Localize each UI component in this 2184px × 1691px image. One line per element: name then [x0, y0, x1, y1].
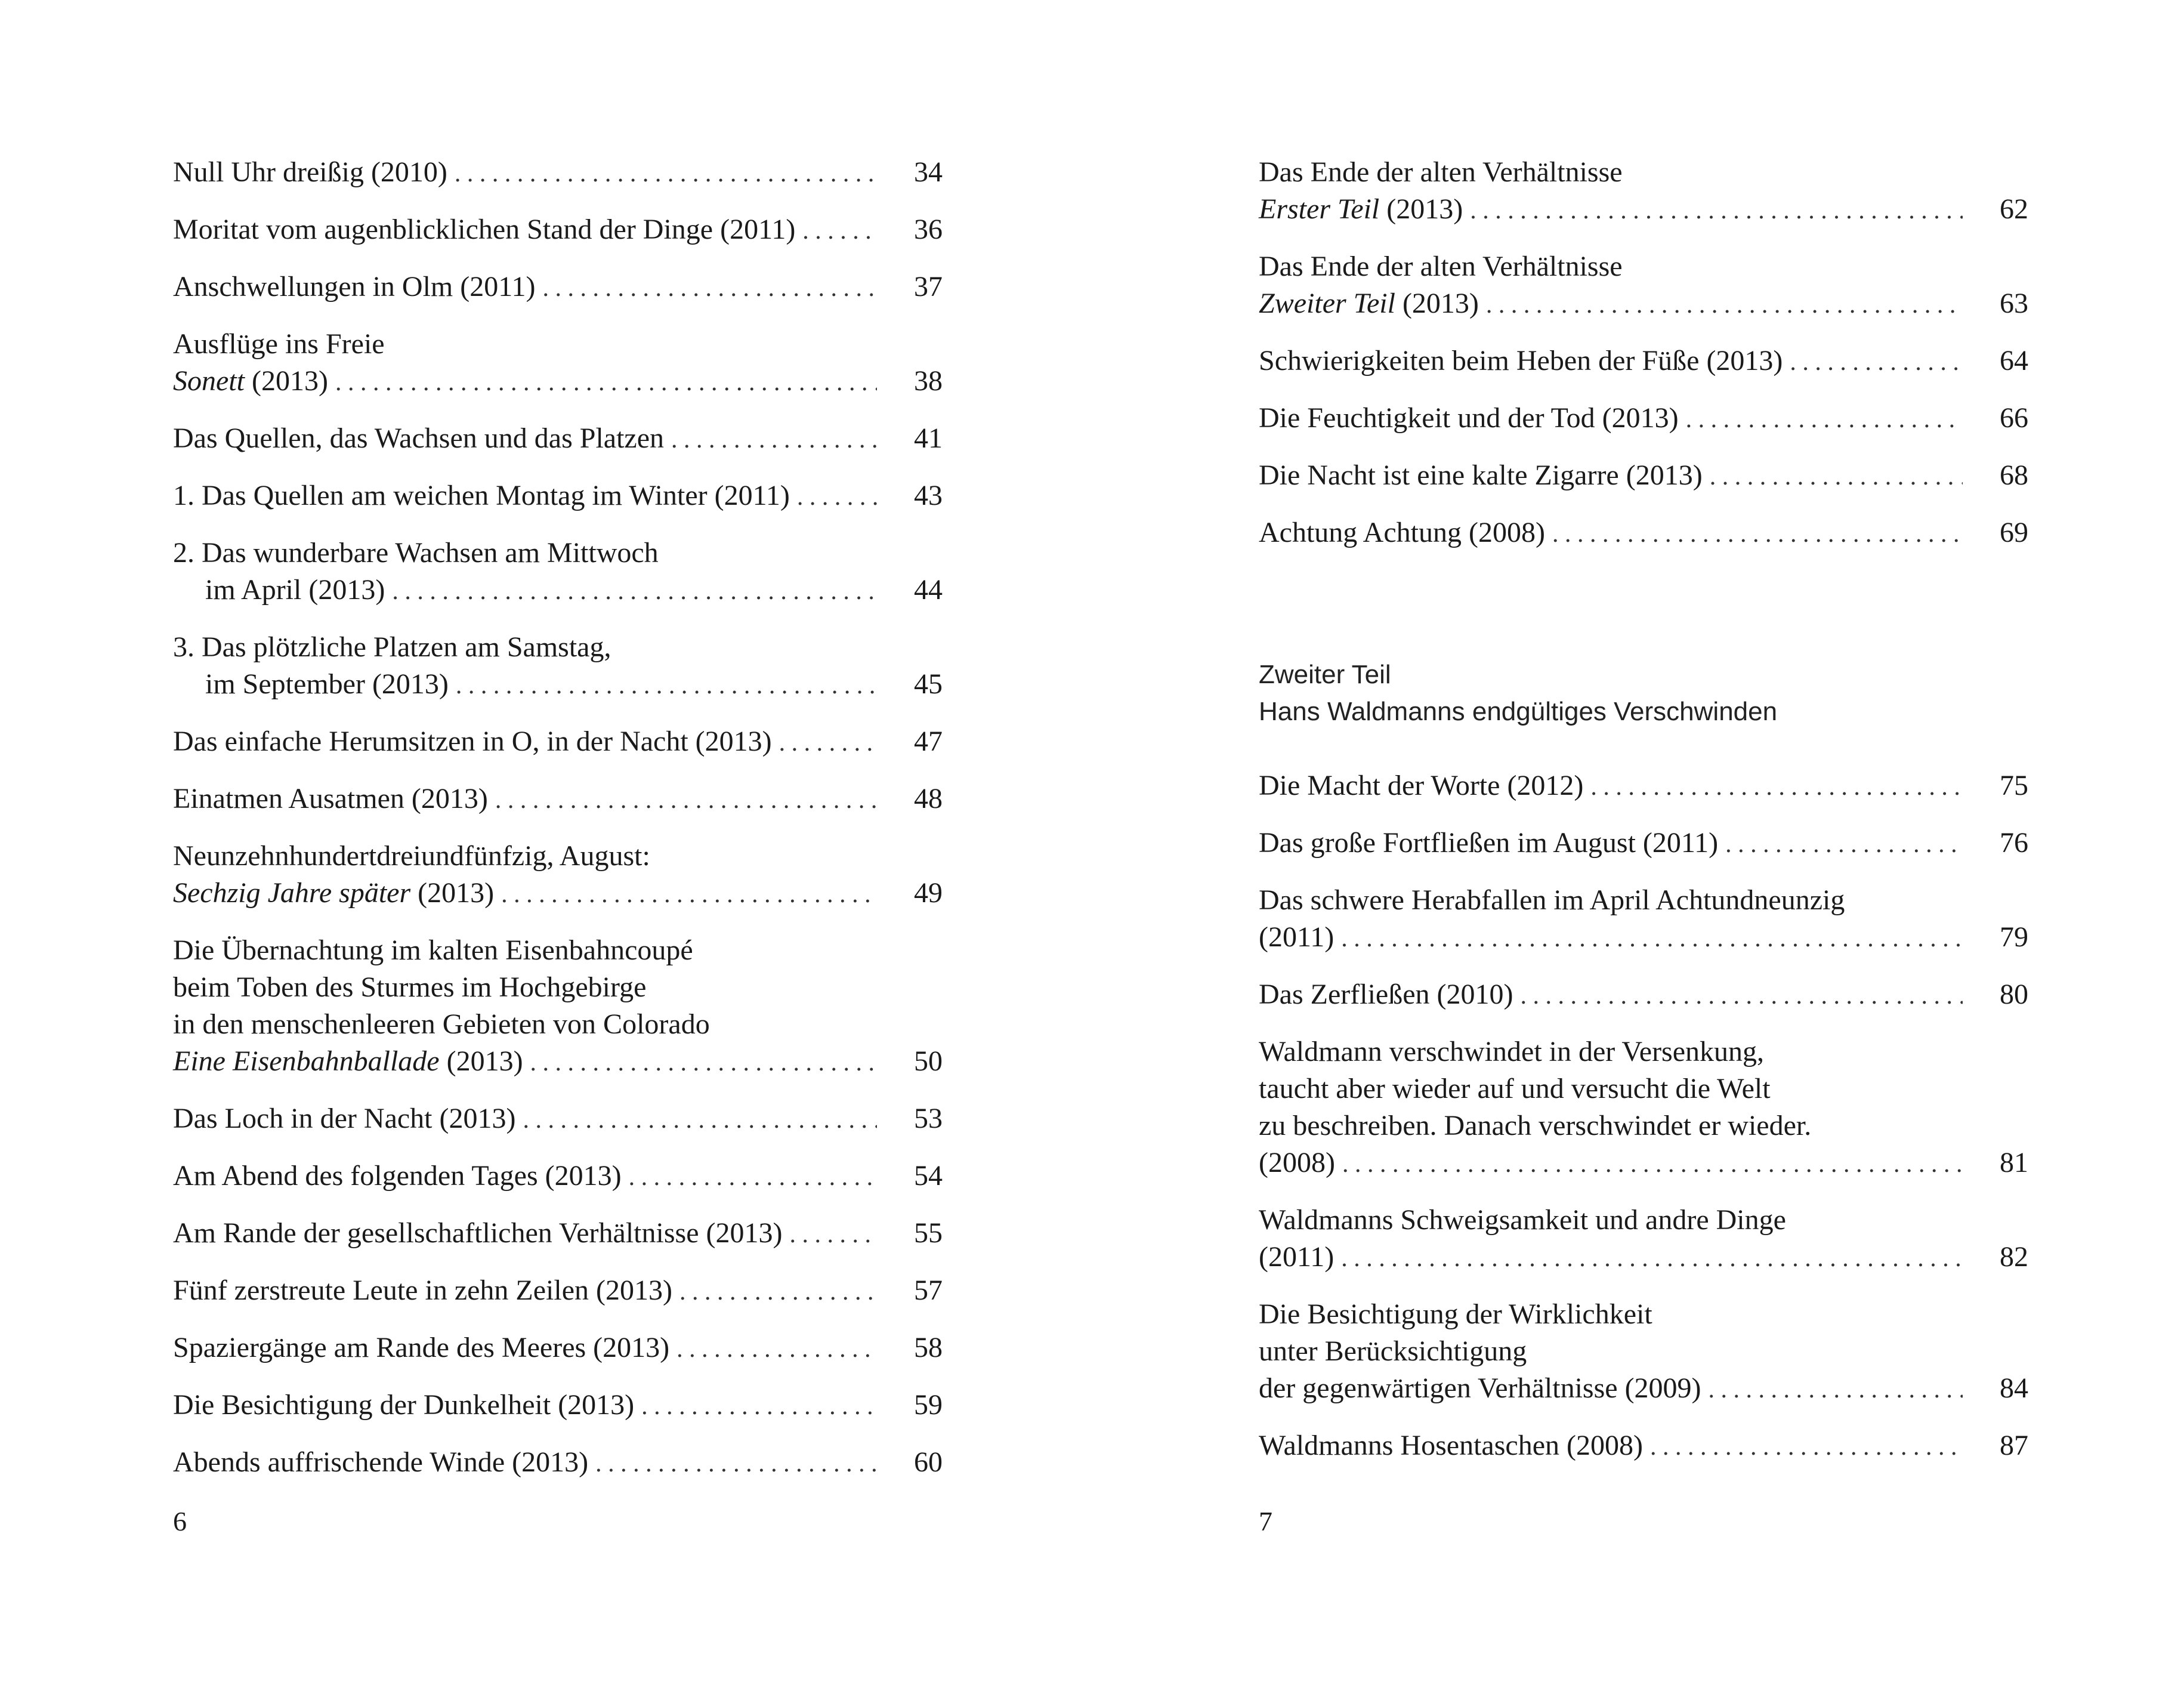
toc-entry-last-line	[173, 1215, 943, 1253]
dot-leader	[1341, 920, 1963, 957]
toc-entry-title	[1259, 1370, 1709, 1407]
dot-leader	[335, 364, 877, 401]
toc-entry	[1259, 882, 2028, 957]
toc-page-number: 49	[914, 877, 943, 909]
toc-entry	[173, 326, 943, 401]
toc-entry-title-text: Die Macht der Worte (2012)	[1259, 770, 1584, 801]
toc-page-number: 62	[2000, 193, 2028, 225]
toc-page-number: 55	[914, 1217, 943, 1249]
toc-entry-line: Neunzehnhundertdreiundfünfzig, August:	[173, 840, 650, 872]
toc-entry-last-line	[173, 420, 943, 458]
toc-page-number: 79	[2000, 921, 2028, 953]
toc-entry-title	[173, 875, 501, 912]
toc-page-number: 43	[914, 480, 943, 511]
toc-entry-title	[1259, 1144, 1342, 1181]
toc-page-number: 80	[2000, 979, 2028, 1010]
toc-entry-line: 3. Das plötzliche Platzen am Samstag,	[173, 631, 611, 663]
toc-entry-last-line	[1259, 976, 2028, 1014]
toc-entry-line: unter Berücksichtigung	[1259, 1335, 1527, 1367]
toc-page-number: 36	[914, 214, 943, 245]
section-heading-title: Hans Waldmanns endgültiges Verschwinden	[1259, 697, 1778, 726]
toc-entry-title	[1259, 400, 1686, 437]
toc-entry-title	[173, 1215, 789, 1252]
toc-entry-last-line	[1259, 1144, 2028, 1183]
dot-leader	[671, 421, 877, 458]
toc-entry-last-line	[173, 1158, 943, 1196]
dot-leader	[1710, 458, 1963, 495]
toc-entry-title	[173, 363, 335, 400]
toc-entry-title-text: (2008)	[1259, 1147, 1335, 1178]
toc-entry-title-text: Anschwellungen in Olm (2011)	[173, 271, 536, 303]
toc-entry-title-text: der gegenwärtigen Verhältnisse (2009)	[1259, 1372, 1701, 1404]
toc-entry-title-text: (2013)	[439, 1045, 523, 1077]
toc-entry-last-line	[173, 363, 943, 401]
toc-entry-line: Waldmann verschwindet in der Versenkung,	[1259, 1036, 1765, 1067]
toc-entry-title	[1259, 825, 1725, 862]
toc-entry-title-text: im September (2013)	[205, 668, 449, 700]
toc-entry	[1259, 825, 2028, 863]
toc-entry-last-line	[173, 211, 943, 249]
toc-entry-last-line	[1259, 457, 2028, 495]
toc-entry-line: beim Toben des Sturmes im Hochgebirge	[173, 971, 647, 1003]
toc-entry-last-line	[173, 572, 943, 610]
toc-entry-title-text: Das Quellen, das Wachsen und das Platzen	[173, 422, 665, 454]
toc-entry-last-line	[173, 269, 943, 307]
dot-leader	[1470, 192, 1963, 229]
toc-entry-title	[205, 572, 392, 609]
dot-leader	[530, 1044, 877, 1081]
toc-entry-title-text: (2013)	[1395, 288, 1479, 319]
toc-entry-last-line	[1259, 400, 2028, 438]
toc-entry-title	[1259, 342, 1790, 379]
toc-entry-line: Das schwere Herabfallen im April Achtundneunzig	[1259, 884, 1845, 916]
toc-entry	[173, 1329, 943, 1368]
toc-entry-title	[173, 1272, 679, 1309]
toc-entry-last-line	[173, 1100, 943, 1138]
toc-entry	[173, 269, 943, 307]
dot-leader	[1342, 1146, 1963, 1183]
toc-entry-title	[1259, 976, 1521, 1013]
toc-entry-title	[1259, 514, 1552, 551]
toc-entry	[173, 211, 943, 249]
table-of-contents-right-bottom	[1259, 767, 2028, 1485]
dot-leader	[392, 573, 877, 610]
toc-entry	[173, 1272, 943, 1310]
toc-page-number: 81	[2000, 1147, 2028, 1178]
dot-leader	[641, 1388, 877, 1425]
folio-left: 6	[173, 1506, 187, 1536]
dot-leader	[779, 724, 877, 761]
toc-entry-last-line	[1259, 825, 2028, 863]
toc-entry-line: Das Ende der alten Verhältnisse	[1259, 251, 1623, 282]
toc-entry	[173, 629, 943, 704]
toc-page-number: 68	[2000, 459, 2028, 491]
toc-entry-title-text: Abends auffrischende Winde (2013)	[173, 1446, 589, 1478]
toc-entry-last-line	[173, 1387, 943, 1425]
toc-entry-line: 2. Das wunderbare Wachsen am Mittwoch	[173, 537, 659, 569]
toc-entry	[173, 420, 943, 458]
toc-page-number: 69	[2000, 517, 2028, 548]
right-page	[1259, 0, 2028, 1691]
toc-entry-title	[173, 211, 802, 248]
toc-page-number: 45	[914, 668, 943, 700]
toc-page-number: 76	[2000, 827, 2028, 859]
toc-entry	[1259, 1033, 2028, 1183]
toc-entry-title	[1259, 191, 1470, 228]
toc-entry-line: zu beschreiben. Danach verschwindet er wieder.	[1259, 1110, 1812, 1141]
toc-page-number: 50	[914, 1045, 943, 1077]
dot-leader	[1709, 1371, 1963, 1408]
toc-entry-italic-title: Eine Eisenbahnballade	[173, 1045, 440, 1077]
toc-page-number: 37	[914, 271, 943, 303]
toc-entry-last-line	[173, 477, 943, 516]
toc-entry-title	[173, 420, 671, 457]
toc-entry-title	[173, 269, 542, 306]
toc-entry-title	[1259, 919, 1341, 956]
toc-entry-title	[1259, 1427, 1650, 1464]
toc-page-number: 60	[914, 1446, 943, 1478]
dot-leader	[679, 1273, 877, 1310]
toc-entry-italic-title: Zweiter Teil	[1259, 288, 1395, 319]
dot-leader	[629, 1159, 877, 1196]
dot-leader	[595, 1445, 877, 1482]
toc-entry-last-line	[173, 666, 943, 704]
toc-entry-last-line	[1259, 514, 2028, 553]
toc-entry-title	[173, 154, 455, 191]
toc-entry-title	[173, 1043, 530, 1080]
toc-entry-last-line	[173, 1272, 943, 1310]
toc-page-number: 47	[914, 726, 943, 757]
toc-entry	[1259, 154, 2028, 229]
toc-entry-title	[173, 1444, 595, 1481]
toc-entry-title	[173, 1329, 676, 1366]
toc-entry-title	[1259, 1239, 1341, 1276]
toc-entry-title-text: Die Nacht ist eine kalte Zigarre (2013)	[1259, 459, 1703, 491]
table-of-contents-right-top	[1259, 154, 2028, 572]
dot-leader	[1790, 344, 1963, 381]
toc-entry-title-text: Das Zerfließen (2010)	[1259, 979, 1513, 1010]
toc-entry-line: Die Besichtigung der Wirklichkeit	[1259, 1298, 1652, 1330]
toc-entry-line: in den menschenleeren Gebieten von Colorado	[173, 1008, 710, 1040]
toc-entry-title-text: (2013)	[244, 365, 328, 397]
toc-entry-last-line	[1259, 767, 2028, 806]
toc-entry	[1259, 514, 2028, 553]
toc-entry-title	[1259, 457, 1710, 494]
toc-entry-title	[173, 477, 797, 514]
dot-leader	[523, 1101, 877, 1138]
toc-entry-title-text: (2013)	[1379, 193, 1463, 225]
toc-entry-italic-title: Sechzig Jahre später	[173, 877, 411, 909]
toc-entry	[173, 477, 943, 516]
section-heading	[1259, 656, 1777, 730]
toc-entry-last-line	[1259, 1370, 2028, 1408]
toc-entry-title-text: Am Rande der gesellschaftlichen Verhältnisse (2013)	[173, 1217, 783, 1249]
toc-entry-last-line	[1259, 285, 2028, 323]
dot-leader	[1486, 286, 1963, 323]
dot-leader	[542, 270, 877, 307]
dot-leader	[1552, 516, 1963, 553]
toc-entry-line: Waldmanns Schweigsamkeit und andre Dinge	[1259, 1204, 1786, 1236]
toc-entry-title-text: Fünf zerstreute Leute in zehn Zeilen (2013)	[173, 1275, 672, 1306]
toc-entry-line: Die Übernachtung im kalten Eisenbahncoupé	[173, 934, 693, 966]
toc-page-number: 59	[914, 1389, 943, 1421]
toc-entry	[1259, 767, 2028, 806]
toc-entry-last-line	[1259, 342, 2028, 381]
toc-entry-line: Das Ende der alten Verhältnisse	[1259, 156, 1623, 188]
toc-entry	[1259, 1427, 2028, 1465]
toc-entry-title-text: Das Loch in der Nacht (2013)	[173, 1103, 516, 1134]
toc-entry	[173, 780, 943, 819]
toc-entry-title	[173, 1387, 641, 1424]
section-heading-part: Zweiter Teil	[1259, 660, 1391, 689]
dot-leader	[1521, 977, 1963, 1014]
toc-entry-title-text: Die Besichtigung der Dunkelheit (2013)	[173, 1389, 635, 1421]
toc-page-number: 82	[2000, 1241, 2028, 1273]
dot-leader	[456, 667, 877, 704]
dot-leader	[1725, 826, 1963, 863]
toc-entry	[173, 1100, 943, 1138]
toc-entry-line: Ausflüge ins Freie	[173, 328, 385, 360]
toc-entry-title-text: Waldmanns Hosentaschen (2008)	[1259, 1430, 1643, 1461]
toc-page-number: 38	[914, 365, 943, 397]
toc-entry-last-line	[1259, 1239, 2028, 1277]
toc-page-number: 87	[2000, 1430, 2028, 1461]
toc-entry	[173, 1387, 943, 1425]
toc-entry-title	[173, 780, 495, 817]
toc-entry-title	[1259, 285, 1486, 322]
toc-entry	[1259, 248, 2028, 323]
dot-leader	[1590, 769, 1963, 806]
toc-entry	[1259, 976, 2028, 1014]
toc-page-number: 53	[914, 1103, 943, 1134]
toc-page-number: 75	[2000, 770, 2028, 801]
toc-page-number: 63	[2000, 288, 2028, 319]
dot-leader	[797, 479, 877, 516]
toc-entry-italic-title: Erster Teil	[1259, 193, 1380, 225]
dot-leader	[1341, 1240, 1963, 1277]
toc-entry-title-text: Null Uhr dreißig (2010)	[173, 156, 447, 188]
toc-entry-line: taucht aber wieder auf und versucht die Welt	[1259, 1073, 1771, 1104]
toc-entry-title-text: Das große Fortfließen im August (2011)	[1259, 827, 1719, 859]
dot-leader	[789, 1216, 877, 1253]
toc-entry-title-text: Das einfache Herumsitzen in O, in der Nacht (2013)	[173, 726, 772, 757]
toc-page-number: 66	[2000, 402, 2028, 434]
toc-page-number: 57	[914, 1275, 943, 1306]
toc-entry	[173, 154, 943, 192]
toc-entry	[1259, 457, 2028, 495]
toc-entry	[1259, 1202, 2028, 1277]
toc-entry	[173, 723, 943, 761]
left-page	[173, 0, 943, 1691]
toc-entry-title-text: Schwierigkeiten beim Heben der Füße (2013)	[1259, 345, 1783, 377]
toc-entry-title-text: Spaziergänge am Rande des Meeres (2013)	[173, 1332, 670, 1363]
toc-entry-title-text: Die Feuchtigkeit und der Tod (2013)	[1259, 402, 1679, 434]
toc-entry-italic-title: Sonett	[173, 365, 245, 397]
toc-page-number: 44	[914, 574, 943, 606]
toc-entry	[1259, 1296, 2028, 1408]
toc-entry-last-line	[173, 723, 943, 761]
toc-entry-title-text: (2011)	[1259, 1241, 1335, 1273]
dot-leader	[495, 782, 877, 819]
toc-entry-last-line	[1259, 1427, 2028, 1465]
toc-page-number: 58	[914, 1332, 943, 1363]
toc-page-number: 34	[914, 156, 943, 188]
toc-page-number: 84	[2000, 1372, 2028, 1404]
toc-entry-title-text: Am Abend des folgenden Tages (2013)	[173, 1160, 622, 1192]
toc-entry-title-text: Moritat vom augenblicklichen Stand der Dinge (2011)	[173, 214, 796, 245]
toc-entry-last-line	[173, 1043, 943, 1081]
toc-entry	[1259, 400, 2028, 438]
toc-entry-last-line	[1259, 191, 2028, 229]
toc-entry-title-text: (2013)	[410, 877, 495, 909]
toc-entry	[173, 535, 943, 610]
toc-entry-last-line	[1259, 919, 2028, 957]
toc-entry-last-line	[173, 875, 943, 913]
toc-entry-title	[205, 666, 456, 703]
toc-entry-title-text: Einatmen Ausatmen (2013)	[173, 783, 488, 814]
toc-page-number: 64	[2000, 345, 2028, 377]
dot-leader	[1686, 401, 1963, 438]
dot-leader	[1650, 1428, 1963, 1465]
toc-entry	[1259, 342, 2028, 381]
toc-entry-last-line	[173, 1444, 943, 1482]
toc-entry	[173, 1158, 943, 1196]
toc-entry	[173, 932, 943, 1081]
dot-leader	[501, 876, 877, 913]
toc-entry-title	[173, 723, 779, 760]
table-of-contents-left	[173, 154, 943, 1501]
toc-page-number: 48	[914, 783, 943, 814]
toc-entry-title-text: (2011)	[1259, 921, 1335, 953]
dot-leader	[455, 155, 877, 192]
toc-entry-title	[173, 1158, 629, 1195]
toc-entry-last-line	[173, 780, 943, 819]
toc-entry-last-line	[173, 1329, 943, 1368]
dot-leader	[676, 1331, 877, 1368]
toc-entry	[173, 1444, 943, 1482]
toc-page-number: 41	[914, 422, 943, 454]
toc-entry-title-text: im April (2013)	[205, 574, 385, 606]
toc-entry-last-line	[173, 154, 943, 192]
toc-page-number: 54	[914, 1160, 943, 1192]
toc-entry	[173, 1215, 943, 1253]
folio-right: 7	[1259, 1506, 1272, 1536]
toc-entry-title-text: 1. Das Quellen am weichen Montag im Winter (2011)	[173, 480, 790, 511]
toc-entry	[173, 838, 943, 913]
toc-entry-title-text: Achtung Achtung (2008)	[1259, 517, 1545, 548]
toc-entry-title	[173, 1100, 523, 1137]
toc-entry-title	[1259, 767, 1590, 804]
dot-leader	[802, 212, 877, 249]
